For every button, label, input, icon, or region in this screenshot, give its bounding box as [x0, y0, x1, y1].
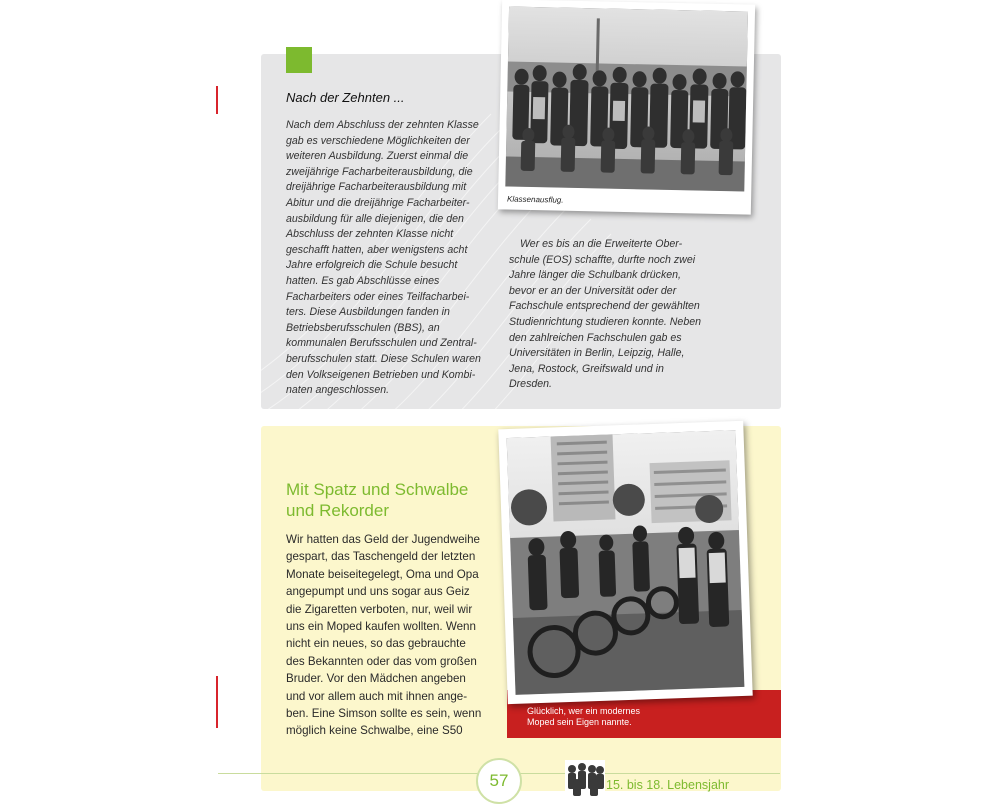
text-line: zweijährige Facharbeiterausbildung, die: [286, 165, 473, 178]
text-line: Universitäten in Berlin, Leipzig, Halle,: [509, 347, 685, 360]
text-line: Jahre erfolgreich die Schule besucht: [286, 259, 458, 272]
text-line: Fachschule entsprechend der gewählten: [509, 300, 700, 313]
right-column-text: [509, 237, 701, 393]
text-line: dreijährige Facharbeiterausbildung mit: [286, 181, 467, 194]
text-line: Abschluss der zehnten Klasse nicht: [286, 228, 454, 241]
text-line: berufsschulen statt. Diese Schulen waren: [286, 352, 481, 365]
text-line: Wir hatten das Geld der Jugendweihe: [286, 533, 480, 546]
text-line: bevor er an der Universität oder der: [509, 284, 677, 297]
text-line: Studienrichtung studieren konnte. Neben: [509, 315, 701, 328]
text-line: ausbildung für alle diejenigen, die den: [286, 212, 464, 225]
text-line: angepumpt und uns sogar aus Geiz: [286, 585, 470, 599]
text-line: schule (EOS) schaffte, durfte noch zwei: [509, 253, 696, 266]
text-line: Abitur und die dreijährige Facharbeiter-: [286, 196, 470, 209]
text-line: nicht ein neues, so das gebrauchte: [286, 637, 466, 651]
title-line: und Rekorder: [286, 501, 390, 520]
text-line: geschafft hatten, aber wenigstens acht: [286, 243, 468, 256]
text-line: Monate beiseitegelegt, Oma und Opa: [286, 567, 479, 581]
text-line: Nach dem Abschluss der zehnten Klasse: [286, 119, 479, 131]
text-line: gespart, das Taschengeld der letzten: [286, 550, 476, 564]
text-line: hatten. Es gab Abschlüsse eines: [286, 274, 440, 287]
class-trip-photo: [498, 0, 755, 215]
text-line: weiteren Ausbildung. Zuerst einmal die: [286, 150, 469, 163]
group-photo-icon: [565, 760, 605, 801]
text-line: Betriebsberufsschulen (BBS), an: [286, 321, 440, 334]
text-line: Jahre länger die Schulbank drücken,: [509, 269, 681, 282]
text-line: ben. Eine Simson sollte es sein, wenn: [286, 707, 482, 721]
text-line: gab es verschiedene Möglichkeiten der: [286, 134, 470, 147]
edge-mark-bottom: [216, 676, 218, 728]
story-body-text: [286, 531, 481, 740]
group-photo-icon: [505, 7, 748, 192]
text-line: uns ein Moped kaufen wollten. Wenn: [286, 620, 476, 634]
text-line: Facharbeiters oder eines Teilfacharbei-: [286, 290, 470, 303]
text-line: ters. Diese Ausbildungen fanden in: [286, 306, 450, 319]
edge-mark-top: [216, 86, 218, 114]
green-square-icon: [286, 47, 312, 73]
chapter-label: 15. bis 18. Lebensjahr: [606, 778, 730, 792]
text-line: möglich keine Schwalbe, eine S50: [286, 724, 463, 738]
story-title: [286, 479, 468, 521]
text-line: Wer es bis an die Erweiterte Ober-: [520, 238, 683, 250]
text-line: Jena, Rostock, Greifswald und in: [509, 362, 664, 375]
text-line: naten angeschlossen.: [286, 384, 390, 397]
class-trip-caption: Klassenausflug.: [506, 194, 564, 205]
text-line: die Zigaretten verboten, nur, weil wir: [286, 602, 473, 616]
section-heading: Nach der Zehnten ...: [286, 90, 405, 105]
title-line: Mit Spatz und Schwalbe: [286, 480, 469, 499]
text-line: kommunalen Berufsschulen und Zentral-: [286, 337, 477, 350]
text-line: den Volkseigenen Betrieben und Kombi-: [286, 368, 476, 381]
text-line: Bruder. Vor den Mädchen angeben: [286, 672, 466, 686]
page-number: 57: [476, 758, 522, 804]
text-line: Dresden.: [509, 378, 552, 391]
moped-image: [507, 430, 745, 695]
caption-line: Glücklich, wer ein modernes: [527, 706, 641, 716]
moped-photo: [498, 421, 752, 704]
moped-scene-icon: [507, 430, 745, 695]
moped-caption: [527, 706, 640, 728]
text-line: und vor allem auch mit ihnen ange-: [286, 689, 468, 703]
left-column-text: [286, 118, 481, 399]
class-trip-image: [505, 7, 748, 192]
text-line: den zahlreichen Fachschulen gab es: [509, 331, 682, 344]
caption-line: Moped sein Eigen nannte.: [527, 717, 632, 727]
text-line: des Bekannten oder das vom großen: [286, 654, 477, 668]
